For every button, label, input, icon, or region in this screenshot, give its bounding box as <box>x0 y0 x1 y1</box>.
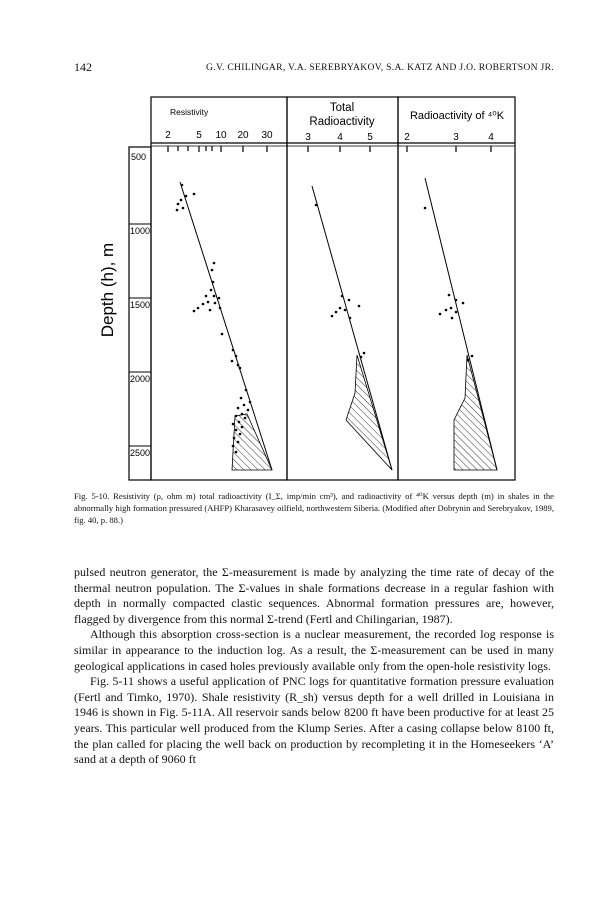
total-tick-3: 3 <box>305 132 311 143</box>
total-scale-ticks <box>308 146 370 152</box>
k40-radioactivity-title: Radioactivity of ⁴⁰K <box>409 110 505 122</box>
total-radioactivity-panel-frame <box>287 97 398 480</box>
resistivity-tick-20: 20 <box>237 130 249 141</box>
paragraph-1: pulsed neutron generator, the Σ-measurement is made by analyzing the time rate of decay of the thermal neutron population. The Σ-values in shale formations decrease in a regular fashion with depth in normally compacted clastic sequences. Abnormal formation pressures are, however, flagged by divergence from this normal Σ-trend (Fertl and Chilingarian, 1987). <box>74 565 554 626</box>
k40-anomaly-hatch <box>454 355 497 470</box>
body-text <box>74 565 554 768</box>
figure-caption: Fig. 5-10. Resistivity (ρ, ohm m) total radioactivity (I_Σ, imp/min cm³), and radioactivity of ⁴⁰K versus depth (m) in shales in the abnormally high formation pressured (AHFP) Kharasavey oilfield, northwestern Siberia. (Modified after Dobrynin and Serebryakov, 1989, fig. 40, p. 88.) <box>74 491 554 525</box>
resistivity-scale-ticks <box>168 146 267 152</box>
depth-label-1500: 1500 <box>130 300 151 310</box>
depth-column <box>129 147 151 480</box>
k40-data-points <box>424 207 474 362</box>
total-radioactivity-trend-line <box>312 186 392 470</box>
resistivity-panel-frame <box>151 97 287 480</box>
paragraph-3: Fig. 5-11 shows a useful application of PNC logs for quantitative formation pressure evaluation (Fertl and Timko, 1970). Shale resistivity (R_sh) versus depth for a well drilled in Louisiana in 1946 is shown in Fig. 5-11A. All reservoir sands below 8200 ft have been productive for at least 25 years. This particular well produced from the Klump Series. After a casing collapse below 8100 ft, the plan called for placing the well back on production by recompleting it in the Homeseekers ‘A’ sand at a depth of 9060 ft <box>74 674 554 767</box>
resistivity-tick-30: 30 <box>261 130 273 141</box>
running-head: G.V. CHILINGAR, V.A. SEREBRYAKOV, S.A. KATZ AND J.O. ROBERTSON JR. <box>206 62 554 73</box>
depth-label-2500: 2500 <box>130 448 151 458</box>
total-radioactivity-data-points <box>315 204 366 359</box>
total-radioactivity-title-line1: Total <box>329 102 355 114</box>
resistivity-title: Resistivity <box>170 107 209 117</box>
resistivity-data-points <box>176 184 252 454</box>
k40-scale-ticks <box>407 146 491 152</box>
k40-tick-2: 2 <box>404 132 410 143</box>
depth-tick-marks <box>129 224 151 446</box>
depth-label-500: 500 <box>131 152 147 162</box>
total-tick-5: 5 <box>367 132 373 143</box>
resistivity-tick-2: 2 <box>165 130 171 141</box>
y-axis-label: Depth (h), m <box>98 242 117 338</box>
total-tick-4: 4 <box>337 132 343 143</box>
depth-label-1000: 1000 <box>130 226 151 236</box>
paragraph-2: Although this absorption cross-section is a nuclear measurement, the recorded log response is similar in appearance to the induction log. As a result, the Σ-measurement can be used in many geological applications in cased holes previously available only from the open-hole resistivity logs. <box>74 627 554 673</box>
resistivity-tick-10: 10 <box>215 130 227 141</box>
depth-label-2000: 2000 <box>130 374 151 384</box>
total-radioactivity-anomaly-hatch <box>346 355 392 470</box>
resistivity-tick-5: 5 <box>196 130 202 141</box>
k40-tick-4: 4 <box>488 132 494 143</box>
page-number: 142 <box>74 60 92 74</box>
total-radioactivity-title-line2: Radioactivity <box>309 116 375 128</box>
k40-tick-3: 3 <box>453 132 459 143</box>
resistivity-trend-line <box>180 182 272 470</box>
